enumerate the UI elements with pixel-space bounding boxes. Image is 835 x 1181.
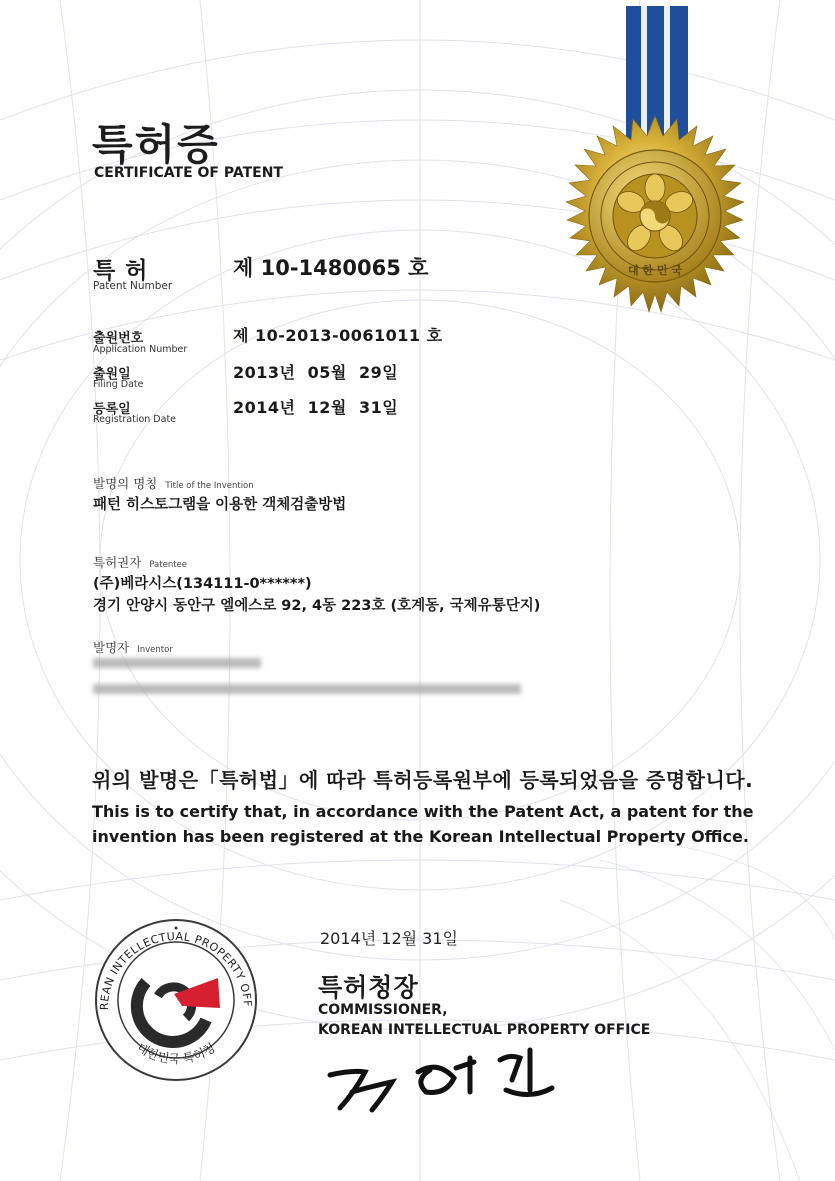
invention-title-label: 발명의 명칭 <box>93 476 158 491</box>
certification-statement-ko: 위의 발명은「특허법」에 따라 특허등록원부에 등록되었음을 증명합니다. <box>92 768 754 792</box>
certificate-title-ko: 특허증 <box>92 120 220 169</box>
filing-date-label-en: Filing Date <box>93 379 144 390</box>
application-number-value: 제 10-2013-0061011 호 <box>233 326 443 345</box>
svg-text:대한민국 특허청 <box>135 1040 218 1066</box>
commissioner-title-en-line1: COMMISSIONER, <box>318 1002 448 1018</box>
patent-number-label-en: Patent Number <box>93 280 173 292</box>
commissioner-title-ko: 특허청장 <box>318 973 419 1002</box>
filing-date-label: 출원일 <box>93 367 131 382</box>
patentee-name: (주)베라시스(134111-0******) <box>93 576 312 592</box>
certification-statement-en: This is to certify that, in accordance with the Patent Act, a patent for the invention has been registered at the Korean Intellectual Property Office. <box>92 802 754 846</box>
inventor-redacted-line-1 <box>93 658 261 668</box>
invention-title-heading <box>93 473 254 492</box>
application-number-label: 출원번호 <box>93 331 144 346</box>
application-number-label-en: Application Number <box>93 344 188 355</box>
registration-date-label-en: Registration Date <box>93 414 177 425</box>
medal-text: 대 한 민 국 <box>628 264 682 277</box>
issue-date: 2014년 12월 31일 <box>320 929 458 948</box>
inventor-redacted-line-2 <box>93 684 521 694</box>
invention-title-value: 패턴 히스토그램을 이용한 객체검출방법 <box>93 497 347 513</box>
registration-date-value: 2014년 12월 31일 <box>233 398 399 417</box>
patent-number-value: 제 10-1480065 호 <box>233 256 429 280</box>
invention-title-label-en: Title of the Invention <box>165 481 254 491</box>
patentee-label: 특허권자 <box>93 555 142 570</box>
inventor-label-en: Inventor <box>137 645 173 655</box>
commissioner-title-en-line2: KOREAN INTELLECTUAL PROPERTY OFFICE <box>318 1022 651 1038</box>
seal-ring-text <box>96 920 256 1080</box>
svg-text:KOREAN INTELLECTUAL PROPERTY O <box>98 930 254 1010</box>
seal-text-en: KOREAN INTELLECTUAL PROPERTY OFFICE <box>97 929 255 1011</box>
patent-number-label: 특 허 <box>93 258 149 284</box>
filing-date-value: 2013년 05월 29일 <box>233 363 399 382</box>
patentee-heading <box>93 552 187 571</box>
seal-text-ko: 대한민국 특허청 <box>134 1040 218 1067</box>
inventor-heading <box>93 637 173 656</box>
registration-date-label: 등록일 <box>93 402 131 417</box>
inventor-label: 발명자 <box>93 640 130 655</box>
patentee-label-en: Patentee <box>149 560 188 570</box>
patentee-address: 경기 안양시 동안구 엘에스로 92, 4동 223호 (호계동, 국제유통단지) <box>93 598 541 614</box>
certificate-title-en: CERTIFICATE OF PATENT <box>94 165 283 181</box>
